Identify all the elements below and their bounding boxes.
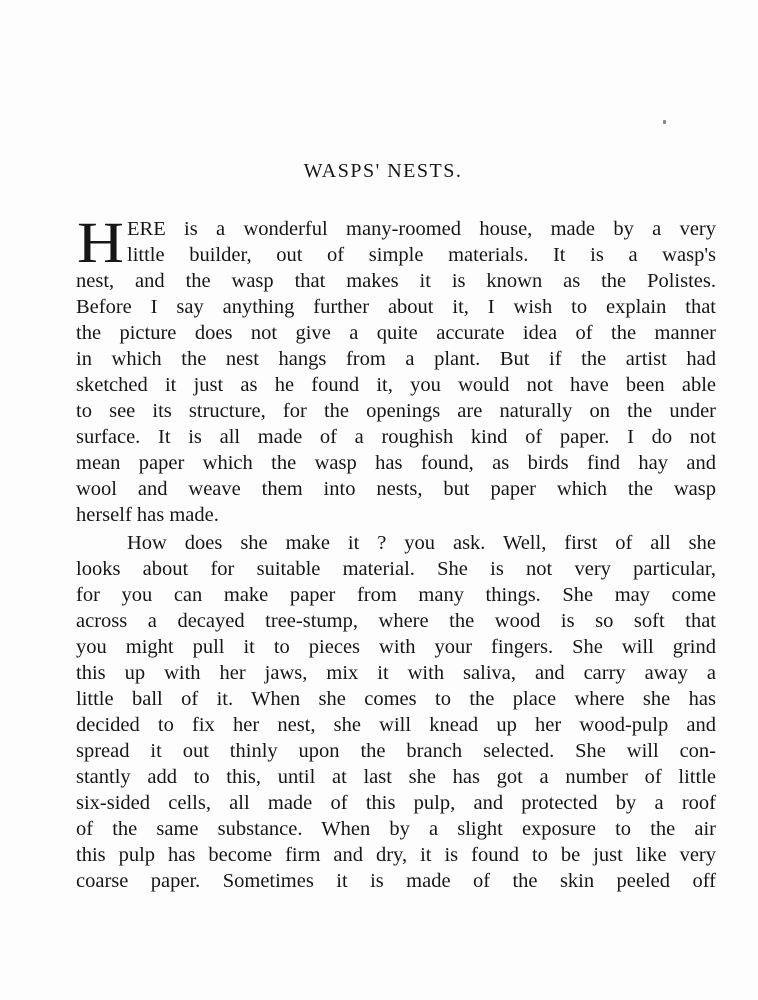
drop-cap: H	[77, 210, 124, 275]
text-line: in which the nest hangs from a plant. But if the artist had	[76, 348, 716, 370]
text-line: looks about for suitable material. She is not very particular,	[76, 558, 716, 580]
text-line: you might pull it to pieces with your fingers. She will grind	[76, 636, 716, 658]
paper-speck	[663, 120, 666, 124]
text-line: surface. It is all made of a roughish kind of paper. I do not	[76, 426, 716, 448]
text-line: stantly add to this, until at last she has got a number of little	[76, 766, 716, 788]
text-line: six-sided cells, all made of this pulp, and protected by a roof	[76, 792, 716, 814]
text-line: for you can make paper from many things. She may come	[76, 584, 716, 606]
text-line: decided to fix her nest, she will knead up her wood-pulp and	[76, 714, 716, 736]
text-line: this up with her jaws, mix it with saliva, and carry away a	[76, 662, 716, 684]
text-line: coarse paper. Sometimes it is made of the skin peeled off	[76, 870, 716, 892]
text-line: Before I say anything further about it, I wish to explain that	[76, 296, 716, 318]
text-line: of the same substance. When by a slight exposure to the air	[76, 818, 716, 840]
text-line: the picture does not give a quite accurate idea of the manner	[76, 322, 716, 344]
text-line: sketched it just as he found it, you would not have been able	[76, 374, 716, 396]
text-line: herself has made.	[76, 504, 219, 526]
text-line: this pulp has become firm and dry, it is found to be just like very	[76, 844, 716, 866]
text-line: little builder, out of simple materials. It is a wasp's	[127, 244, 716, 266]
text-line: across a decayed tree-stump, where the wood is so soft that	[76, 610, 716, 632]
text-line: How does she make it ? you ask. Well, first of all she	[127, 532, 716, 554]
text-line: wool and weave them into nests, but paper which the wasp	[76, 478, 716, 500]
chapter-title: WASPS' NESTS.	[303, 160, 463, 182]
text-line: ERE is a wonderful many-roomed house, made by a very	[127, 218, 716, 240]
text-line: spread it out thinly upon the branch selected. She will con-	[76, 740, 716, 762]
text-line: nest, and the wasp that makes it is known as the Polistes.	[76, 270, 716, 292]
text-line: to see its structure, for the openings are naturally on the under	[76, 400, 716, 422]
text-line: mean paper which the wasp has found, as birds find hay and	[76, 452, 716, 474]
text-line: little ball of it. When she comes to the place where she has	[76, 688, 716, 710]
